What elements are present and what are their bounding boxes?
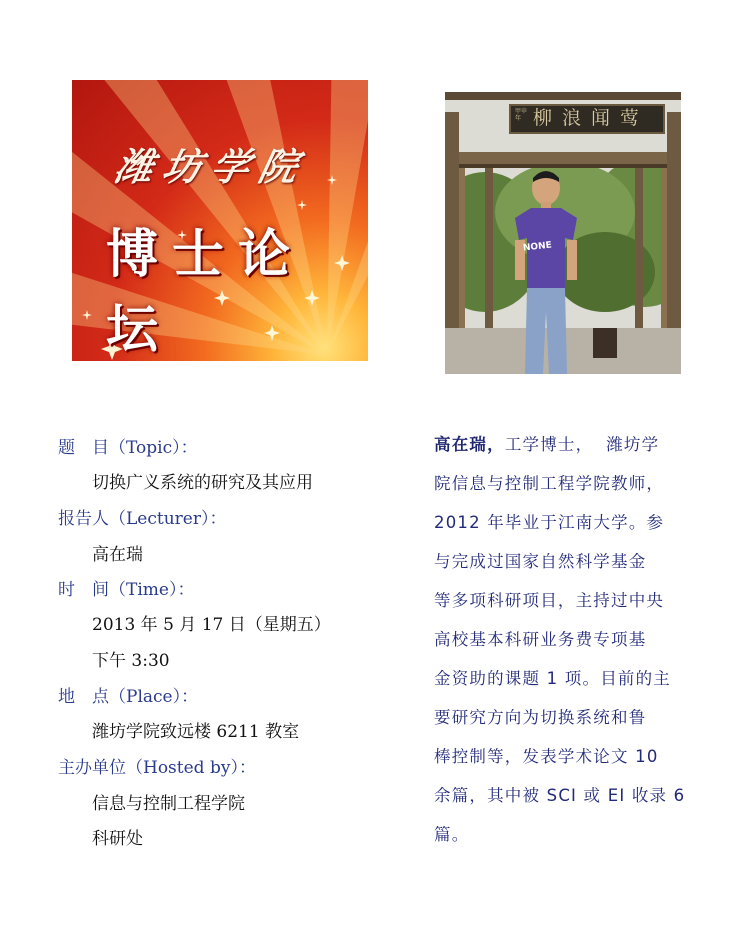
place-label: 地 点（Place）： xyxy=(58,687,199,707)
host-org-2: 科研处 xyxy=(92,829,143,849)
bio-line-9: 棒控制等，发表学术论文 10 xyxy=(434,747,659,766)
banner-forum-title: 博士论坛 xyxy=(106,225,305,360)
bio-line-1 xyxy=(434,431,659,455)
bio-speaker-name: 高在瑞， xyxy=(434,435,505,454)
bio-line-11: 篇。 xyxy=(434,825,470,844)
bio-line-2: 院信息与控制工程学院教师， xyxy=(434,474,665,493)
topic-value: 切换广义系统的研究及其应用 xyxy=(92,473,313,493)
bio-line-6: 高校基本科研业务费专项基 xyxy=(434,630,647,649)
time-clock: 下午 3:30 xyxy=(92,651,170,671)
time-label: 时 间（Time）： xyxy=(58,580,195,600)
bio-line-3: 2012 年毕业于江南大学。参 xyxy=(434,513,665,532)
banner-school-name: 潍坊学院 xyxy=(110,144,313,189)
bio-line-7: 金资助的课题 1 项。目前的主 xyxy=(434,669,671,688)
topic-label: 题 目（Topic）： xyxy=(58,438,198,458)
bio-line-1-text: 工学博士， 潍坊学 xyxy=(504,435,660,454)
place-value: 潍坊学院致远楼 6211 教室 xyxy=(92,722,300,742)
host-label: 主办单位（Hosted by）： xyxy=(58,758,256,778)
bio-line-4: 与完成过国家自然科学基金 xyxy=(434,552,647,571)
bio-line-10: 余篇，其中被 SCI 或 EI 收录 6 xyxy=(434,786,686,805)
plaque-seal-text: 甲申年 xyxy=(515,108,528,122)
photo-scene xyxy=(445,92,681,374)
lecturer-label: 报告人（Lecturer）： xyxy=(58,509,227,529)
time-date: 2013 年 5 月 17 日（星期五） xyxy=(92,615,331,635)
shirt-print-text: NONE xyxy=(522,240,553,254)
plaque-text: 柳浪闻莺 xyxy=(533,107,650,129)
bio-line-8: 要研究方向为切换系统和鲁 xyxy=(434,708,647,727)
speaker-photo xyxy=(445,92,681,374)
lecturer-value: 高在瑞 xyxy=(92,545,143,565)
bio-line-5: 等多项科研项目，主持过中央 xyxy=(434,591,665,610)
forum-banner xyxy=(72,80,368,361)
host-org-1: 信息与控制工程学院 xyxy=(92,794,245,814)
